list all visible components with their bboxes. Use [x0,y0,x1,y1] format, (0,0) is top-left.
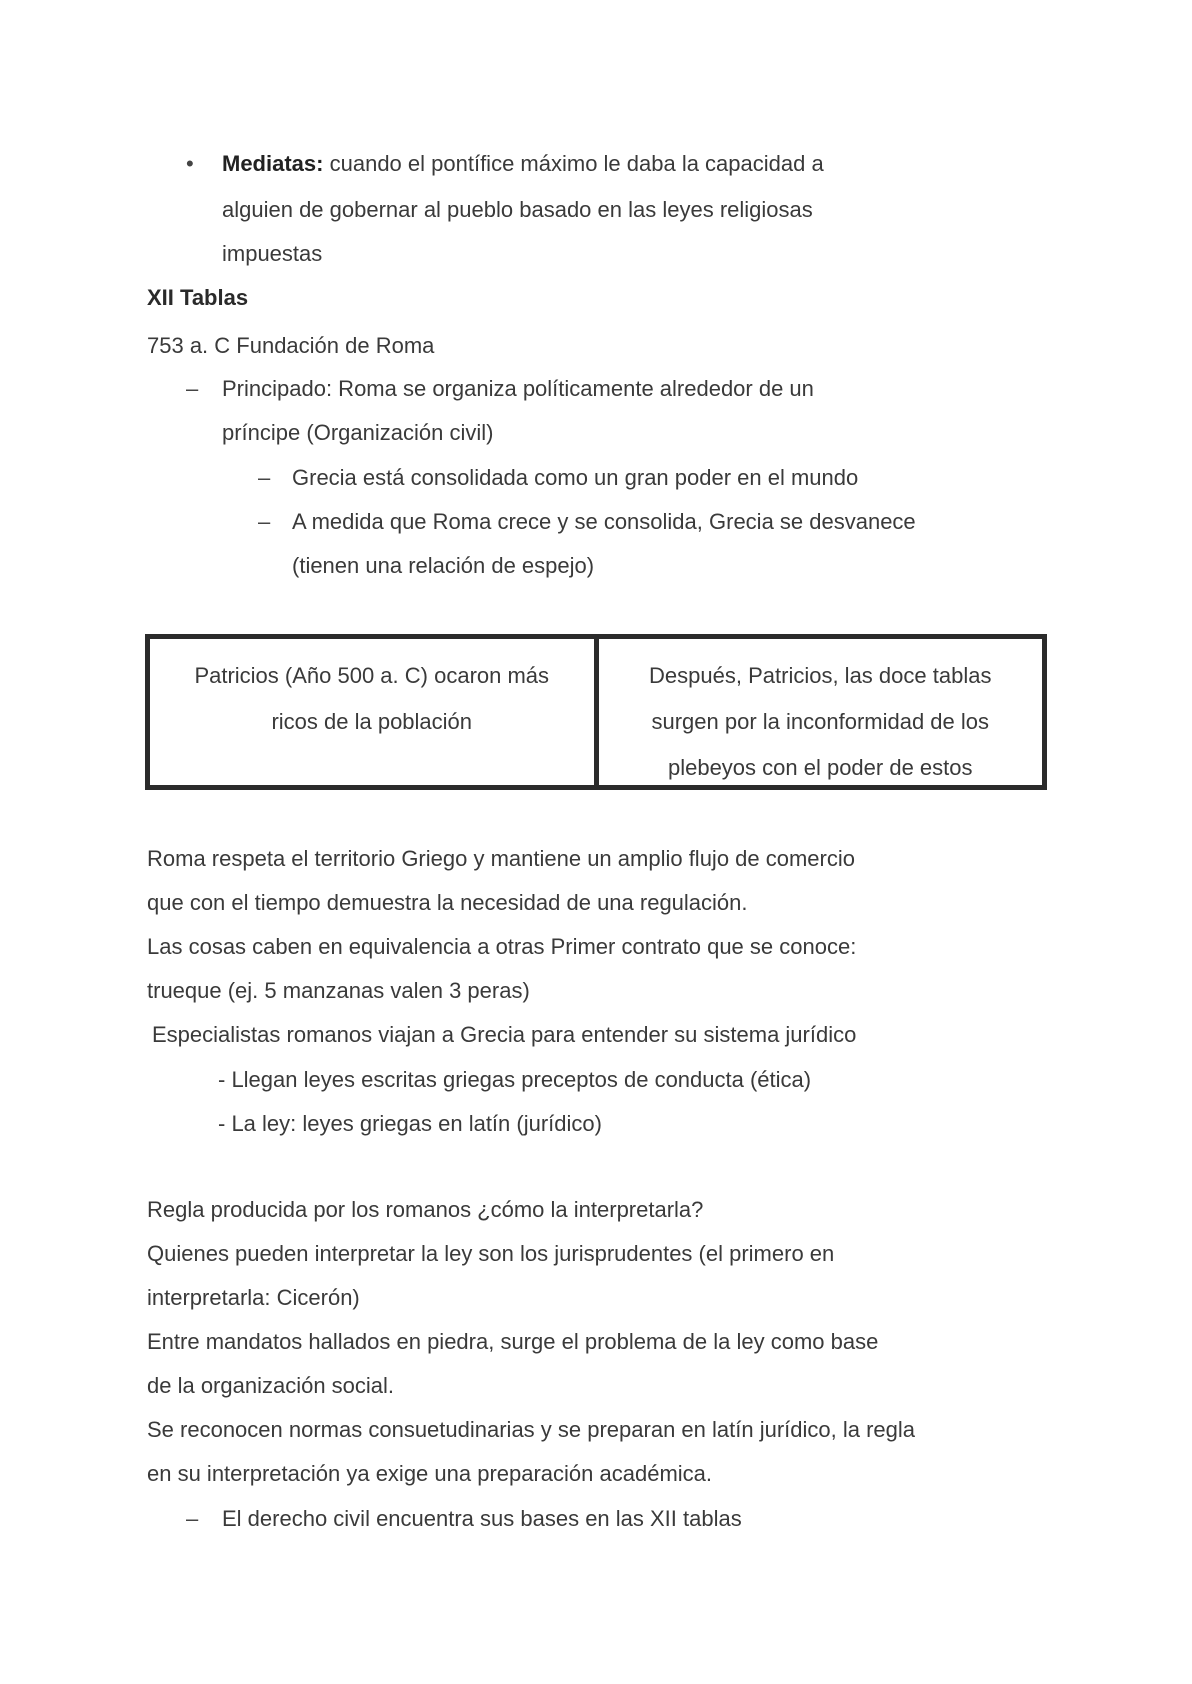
para1-line-1: Roma respeta el territorio Griego y mantiene un amplio flujo de comercio [147,846,855,871]
table-cell-left [150,639,599,785]
sub-bullet-2-line-2: (tienen una relación de espejo) [292,553,595,578]
dash-marker: – [186,1506,199,1531]
para2-item-1: - Llegan leyes escritas griegas preceptos de conducta (ética) [218,1067,812,1092]
table-left-line-2: ricos de la población [271,709,473,734]
final-bullet-text: El derecho civil encuentra sus bases en las XII tablas [222,1506,742,1531]
intro-bullet-line-1 [222,150,824,178]
dash-marker: – [186,376,199,401]
intro-bullet-line-2: alguien de gobernar al pueblo basado en las leyes religiosas [222,197,813,222]
para3-line-4: Entre mandatos hallados en piedra, surge el problema de la ley como base [147,1329,879,1354]
table-right-line-1: Después, Patricios, las doce tablas [649,663,992,688]
para3-line-3: interpretarla: Cicerón) [147,1285,360,1310]
para3-line-7: en su interpretación ya exige una preparación académica. [147,1461,713,1486]
dash-marker: – [258,509,271,534]
dash-marker: – [258,465,271,490]
para3-line-1: Regla producida por los romanos ¿cómo la interpretarla? [147,1197,704,1222]
table-right-line-3: plebeyos con el poder de estos [667,755,973,780]
bullet-marker: • [186,151,194,176]
para1-line-2: que con el tiempo demuestra la necesidad de una regulación. [147,890,748,915]
table-left-line-1: Patricios (Año 500 a. C) ocaron más [194,663,550,688]
principado-line-2: príncipe (Organización civil) [222,420,494,445]
para3-line-2: Quienes pueden interpretar la ley son los jurisprudentes (el primero en [147,1241,835,1266]
intro-bullet-line-3: impuestas [222,241,323,266]
intro-bullet-text-1: cuando el pontífice máximo le daba la capacidad a [329,151,824,176]
para2-item-2: - La ley: leyes griegas en latín (jurídico) [218,1111,602,1136]
para3-line-6: Se reconocen normas consuetudinarias y se preparan en latín jurídico, la regla [147,1417,916,1442]
para2-lead: Especialistas romanos viajan a Grecia para entender su sistema jurídico [152,1022,857,1047]
intro-bullet-bold: Mediatas: [222,151,324,176]
table-right-line-2: surgen por la inconformidad de los [651,709,990,734]
two-column-table [145,634,1047,790]
table-cell-right [599,639,1043,785]
sub-bullet-2-line-1: A medida que Roma crece y se consolida, Grecia se desvanece [292,509,916,534]
para1-line-4: trueque (ej. 5 manzanas valen 3 peras) [147,978,530,1003]
sub-bullet-1: Grecia está consolidada como un gran poder en el mundo [292,465,859,490]
principado-line-1: Principado: Roma se organiza políticamente alrededor de un [222,376,814,401]
subheading: 753 a. C Fundación de Roma [147,333,435,358]
section-heading: XII Tablas [147,285,249,310]
para3-line-5: de la organización social. [147,1373,395,1398]
para1-line-3: Las cosas caben en equivalencia a otras Primer contrato que se conoce: [147,934,857,959]
